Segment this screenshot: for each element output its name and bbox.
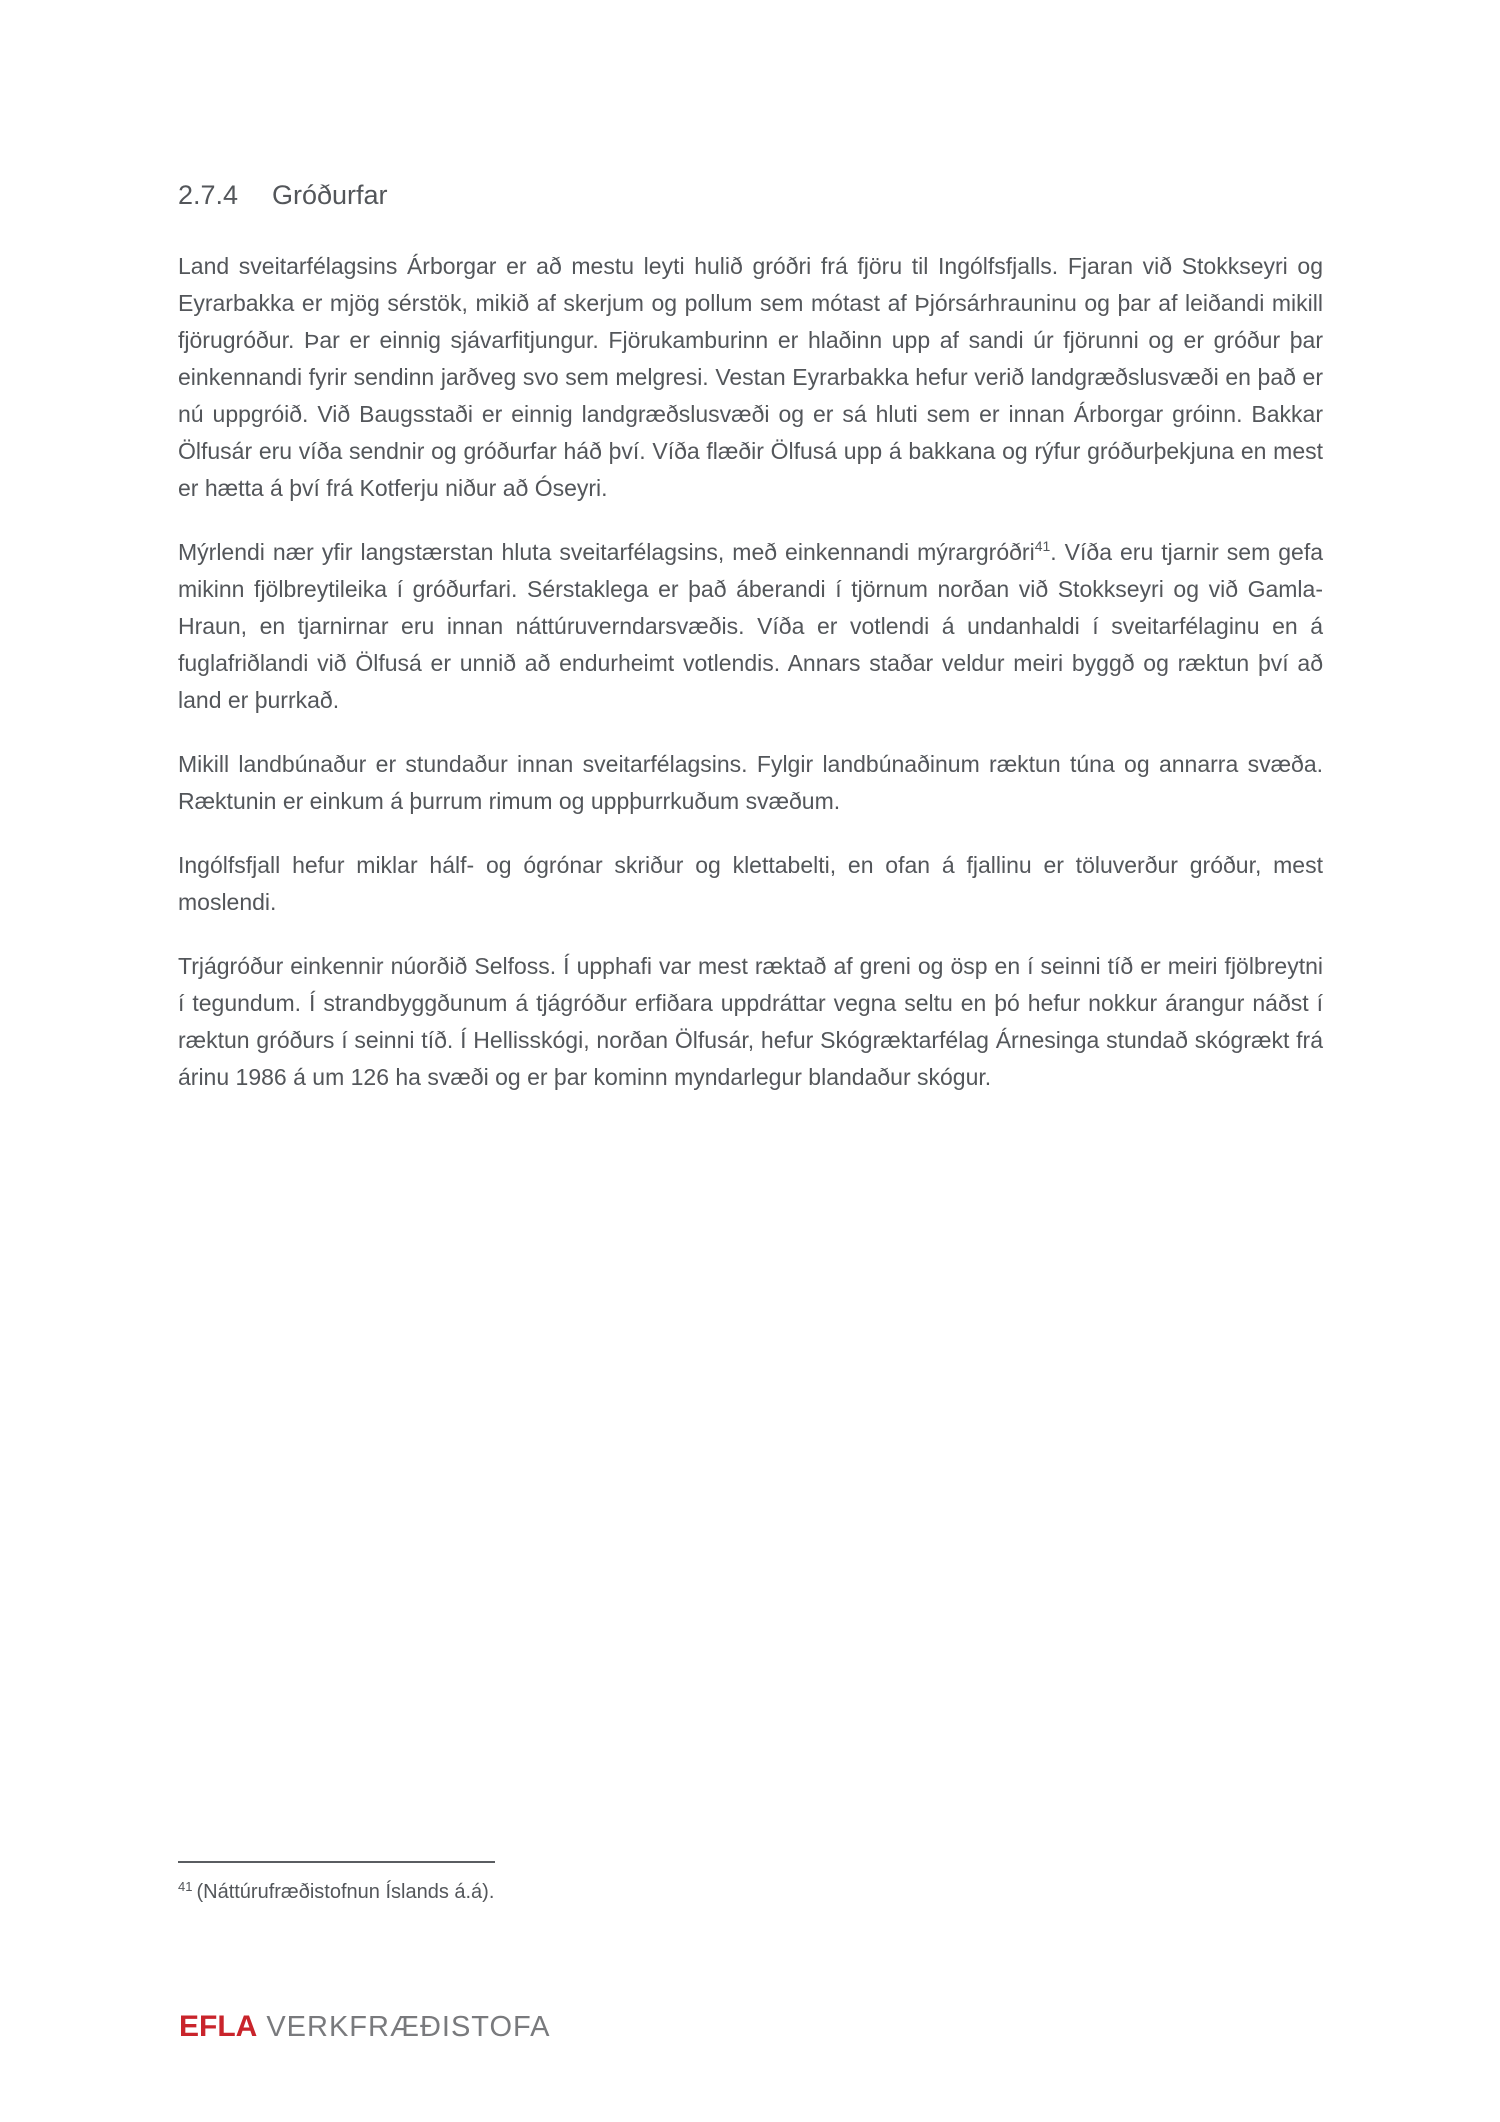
paragraph-3: Mikill landbúnaður er stundaður innan sveitarfélagsins. Fylgir landbúnaðinum ræktun túna og annarra svæða. Ræktunin er einkum á þurrum rimum og uppþurrkuðum svæðum. xyxy=(178,751,1323,814)
footnote-marker: 41 xyxy=(178,1879,193,1894)
footnote-separator-rule xyxy=(178,1861,495,1863)
efla-logo xyxy=(179,2010,551,2044)
efla-logo-suffix: VERKFRÆÐISTOFA xyxy=(266,2011,551,2043)
paragraph-2-text-before: Mýrlendi nær yfir langstærstan hluta sveitarfélagsins, með einkennandi mýrargróðri xyxy=(178,539,1035,565)
section-number: 2.7.4 xyxy=(178,180,239,210)
efla-logo-wordmark: EFLA xyxy=(179,2010,258,2043)
footnote xyxy=(178,1878,1078,1906)
body-text xyxy=(178,248,1323,1123)
footnote-reference-41: 41 xyxy=(1034,538,1051,554)
paragraph-5: Trjágróður einkennir núorðið Selfoss. Í upphafi var mest ræktað af greni og ösp en í seinni tíð er meiri fjölbreytni í tegundum. Í strandbyggðunum á tjágróður erfiðara uppdráttar vegna seltu en þó hefur nokkur árangur náðst í ræktun gróðurs í seinni tíð. Í Hellisskógi, norðan Ölfusár, hefur Skógræktarfélag Árnesinga stundað skógrækt frá árinu 1986 á um 126 ha svæði og er þar kominn myndarlegur blandaður skógur. xyxy=(178,953,1323,1090)
section-title: Gróðurfar xyxy=(272,180,388,210)
paragraph-1: Land sveitarfélagsins Árborgar er að mestu leyti hulið gróðri frá fjöru til Ingólfsfjalls. Fjaran við Stokkseyri og Eyrarbakka er mjög sérstök, mikið af skerjum og pollum sem mótast af Þjórsárhrauninu og þar af leiðandi mikill fjörugróður. Þar er einnig sjávarfitjungur. Fjörukamburinn er hlaðinn upp af sandi úr fjörunni og er gróður þar einkennandi fyrir sendinn jarðveg svo sem melgresi. Vestan Eyrarbakka hefur verið landgræðslusvæði en það er nú uppgróið. Við Baugsstaði er einnig landgræðslusvæði og er sá hluti sem er innan Árborgar gróinn. Bakkar Ölfusár eru víða sendnir og gróðurfar háð því. Víða flæðir Ölfusá upp á bakkana og rýfur gróðurþekjuna en mest er hætta á því frá Kotferju niður að Óseyri. xyxy=(178,253,1323,501)
paragraph-2 xyxy=(178,534,1323,719)
paragraph-2-text-after: . Víða eru tjarnir sem gefa mikinn fjölbreytileika í gróðurfari. Sérstaklega er það áberandi í tjörnum norðan við Stokkseyri og við Gamla-Hraun, en tjarnirnar eru innan náttúruverndarsvæðis. Víða er votlendi á undanhaldi í sveitarfélaginu en á fuglafriðlandi við Ölfusá er unnið að endurheimt votlendis. Annars staðar veldur meiri byggð og ræktun því að land er þurrkað. xyxy=(178,539,1324,713)
footnote-text: (Náttúrufræðistofnun Íslands á.á). xyxy=(196,1881,495,1903)
section-heading xyxy=(178,180,388,211)
paragraph-4: Ingólfsfjall hefur miklar hálf- og ógrónar skriður og klettabelti, en ofan á fjallinu er töluverður gróður, mest moslendi. xyxy=(178,852,1323,915)
